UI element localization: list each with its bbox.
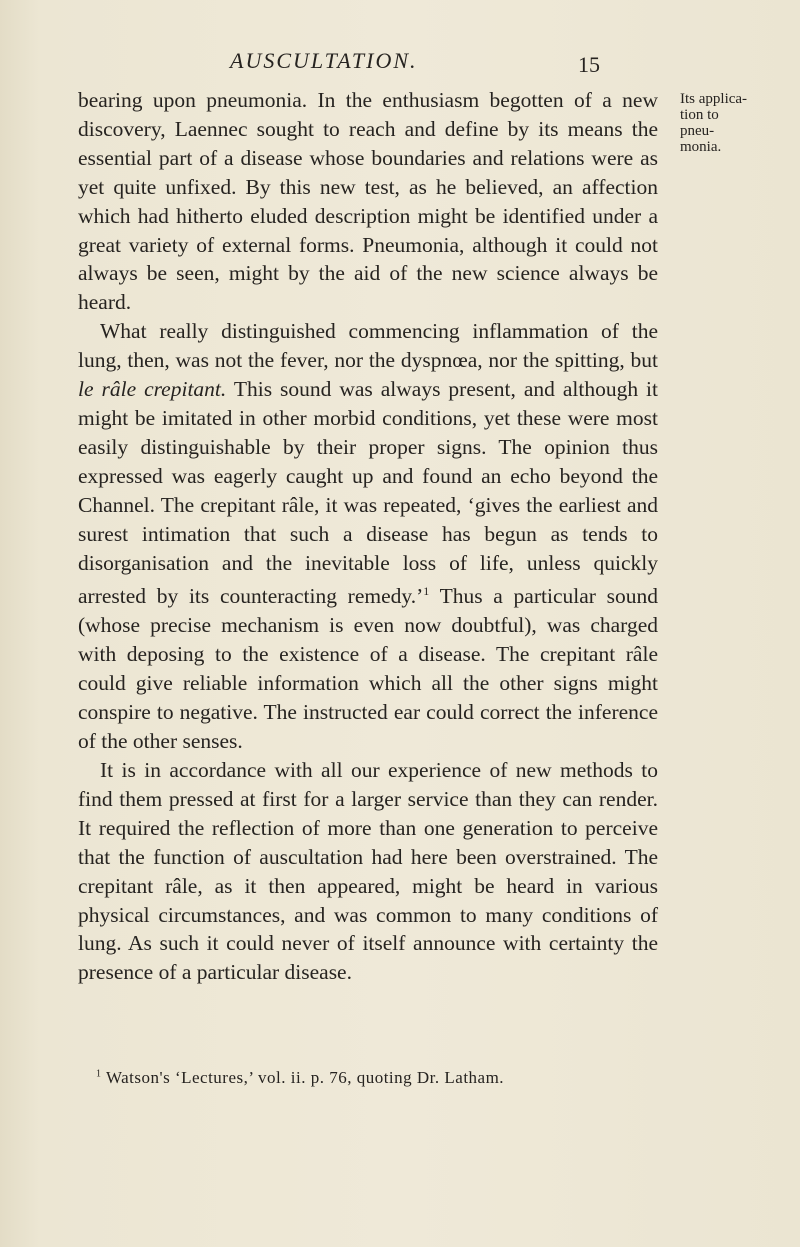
paragraph-2-text-b: This sound was always present, and although it might be imitated in other morbid conditions, yet these were most easily distinguishable by their proper signs. The opinion thus expressed was eagerly caught up and found an echo beyond the Channel. The crepitant râle, it was repeated, ‘gives the earliest and surest intimation that such a disease has begun as tends to disorganisation and the inevitable loss of life, unless quickly arrested by its counteracting remedy.’ bbox=[78, 377, 658, 609]
paragraph-3-text: It is in accordance with all our experience of new methods to find them pressed at first for a larger service than they can render. It required the reflection of more than one generation to perceive that the function of auscultation had here been overstrained. The crepitant râle, as it then appeared, might be heard in various physical circumstances, and was common to many conditions of lung. As such it could never of itself announce with certainty the presence of a particular disease. bbox=[78, 758, 658, 985]
paragraph-2-italic: le râle crepitant. bbox=[78, 377, 227, 402]
running-title: AUSCULTATION. bbox=[230, 48, 418, 73]
paragraph-2 bbox=[78, 317, 658, 756]
body-text bbox=[78, 86, 658, 987]
margin-note-text: Its applica- tion to pneu- monia. bbox=[680, 91, 748, 155]
page-header bbox=[0, 48, 800, 76]
footnote-text: Watson's ‘Lectures,’ vol. ii. p. 76, quoting Dr. Latham. bbox=[101, 1068, 505, 1087]
footnote-reference: 1 bbox=[423, 584, 430, 599]
paragraph-2-text-a: What really distinguished commencing inflammation of the lung, then, was not the fever, nor the dyspnœa, nor the spitting, but bbox=[78, 319, 658, 373]
page-number: 15 bbox=[578, 52, 600, 77]
paragraph-2-text-c: Thus a particular sound (whose precise mechanism is even now doubtful), was charged with deposing to the existence of a disease. The crepitant râle could give reliable information which all the other signs might conspire to negative. The instructed ear could correct the inference of the other senses. bbox=[78, 584, 658, 754]
margin-note bbox=[680, 91, 798, 155]
footnote-mark: 1 bbox=[96, 1068, 102, 1080]
paragraph-1 bbox=[78, 86, 658, 317]
paragraph-1-text: bearing upon pneumonia. In the enthusiasm begotten of a new discovery, Laennec sought to reach and define by its means the essential part of a disease whose boundaries and relations were as yet quite unfixed. By this new test, as he believed, an affection which had hitherto eluded description might be identified under a great variety of external forms. Pneumonia, although it could not always be seen, might by the aid of the new science always be heard. bbox=[78, 88, 658, 315]
paragraph-3 bbox=[78, 756, 658, 987]
footnote bbox=[96, 1068, 696, 1088]
